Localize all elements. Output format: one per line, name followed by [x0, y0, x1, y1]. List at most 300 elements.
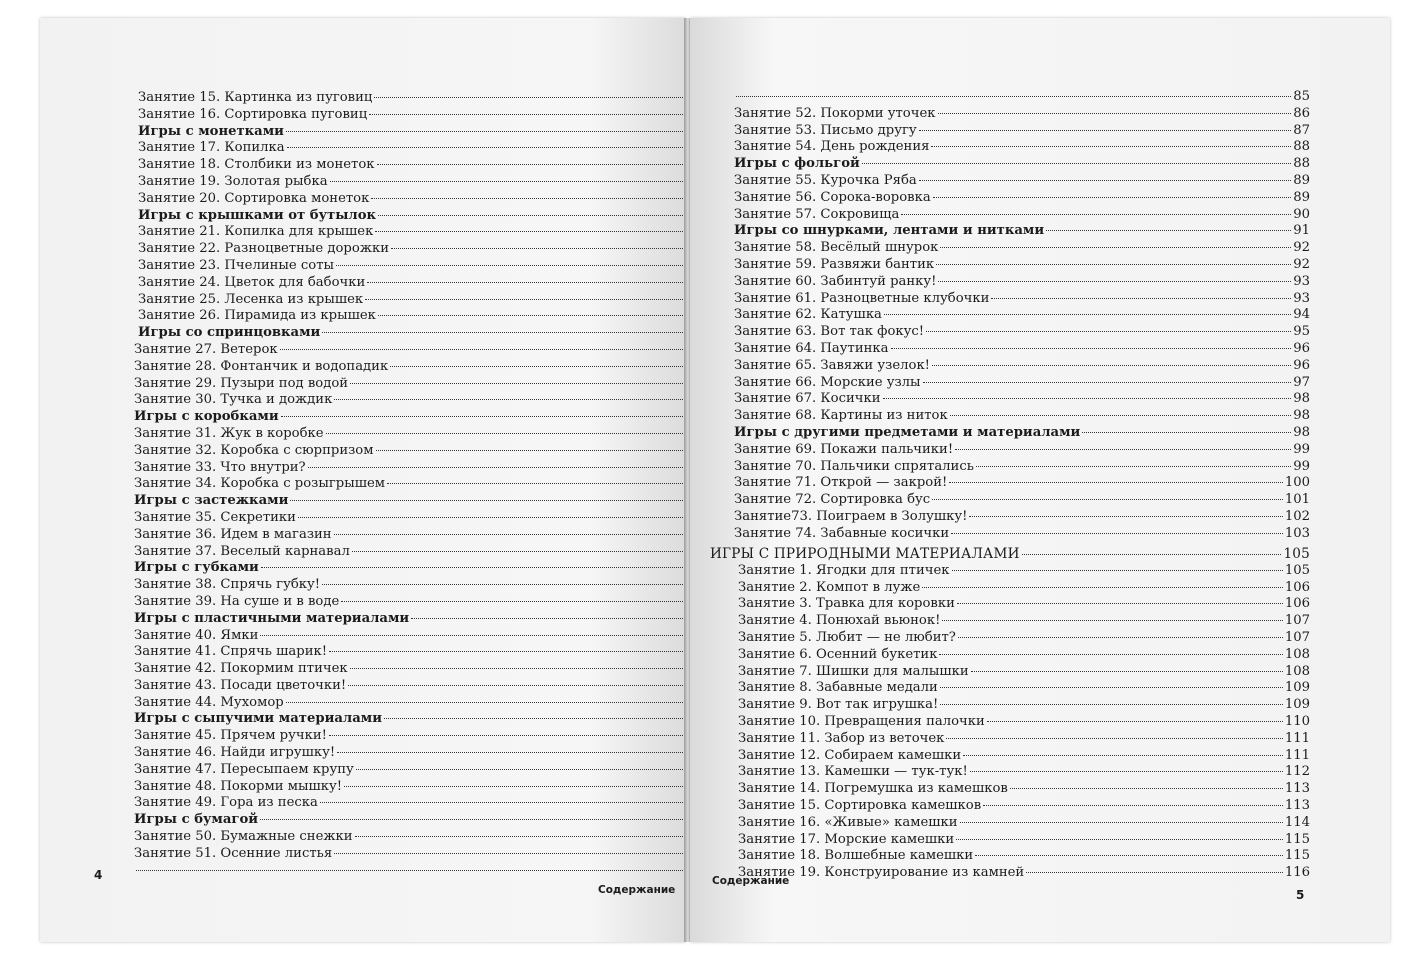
dot-leader: [940, 247, 1291, 248]
dot-leader: [281, 416, 688, 417]
toc-entry-title: Занятие 6. Осенний букетик: [738, 646, 938, 662]
toc-entry-title: Занятие 58. Весёлый шнурок: [734, 240, 939, 256]
toc-entry: [134, 678, 706, 695]
toc-entry: [134, 241, 706, 258]
toc-page-number: 97: [1293, 374, 1310, 390]
toc-entry: [734, 408, 1310, 425]
toc-entry-title: Занятие 37. Веселый карнавал: [134, 543, 350, 559]
dot-leader: [933, 197, 1292, 198]
toc-entry: [734, 240, 1310, 257]
toc-section-entry: [134, 208, 706, 225]
toc-entry: [734, 442, 1310, 459]
dot-leader: [963, 755, 1283, 756]
dot-leader: [334, 399, 687, 400]
toc-entry: [134, 829, 706, 846]
chapter-heading-label: ИГРЫ С ПРИРОДНЫМИ МАТЕРИАЛАМИ: [710, 546, 1020, 562]
dot-leader: [350, 383, 687, 384]
dot-leader: [308, 467, 688, 468]
dot-leader: [987, 721, 1283, 722]
dot-leader: [926, 331, 1291, 332]
toc-entry-title: Занятие 55. Курочка Ряба: [734, 172, 917, 188]
toc-page-number: 96: [1293, 340, 1310, 356]
dot-leader: [260, 819, 687, 820]
toc-entry-title: Занятие 12. Собираем камешки: [738, 747, 962, 763]
toc-section-entry: [734, 425, 1310, 442]
toc-entry: [134, 140, 706, 157]
toc-entry-title: Занятие 24. Цветок для бабочки: [138, 274, 366, 290]
toc-entry-title: Занятие 67. Косички: [734, 391, 881, 407]
toc-entry-title: Занятие 39. На суше и в воде: [134, 593, 340, 609]
toc-page-number: 107: [1284, 613, 1310, 629]
dot-leader: [326, 433, 688, 434]
toc-entry-title: Занятие 62. Катушка: [734, 307, 882, 323]
toc-entry: [710, 714, 1310, 731]
toc-entry: [710, 647, 1310, 664]
toc-entry: [710, 613, 1310, 630]
dot-leader: [919, 180, 1291, 181]
toc-entry-title: Занятие 18. Столбики из монеток: [138, 157, 375, 173]
toc-section-title: Игры со шнурками, лентами и нитками: [734, 223, 1045, 239]
toc-page-number: 87: [1293, 122, 1310, 138]
toc-entry-title: Занятие 74. Забавные косички: [734, 525, 950, 541]
toc-entry: [734, 123, 1310, 140]
dot-leader: [936, 264, 1291, 265]
toc-entry-title: Занятие 7. Шишки для малышки: [738, 663, 969, 679]
toc-page-number: 106: [1284, 579, 1310, 595]
toc-entry: [134, 644, 706, 661]
toc-entry-title: Занятие 2. Компот в луже: [738, 579, 921, 595]
dot-leader: [411, 618, 687, 619]
dot-leader: [329, 735, 687, 736]
toc-entry: [134, 628, 706, 645]
dot-leader: [1046, 230, 1291, 231]
toc-page-number: 109: [1284, 680, 1310, 696]
dot-leader: [261, 567, 687, 568]
toc-entry: [134, 527, 706, 544]
toc-page-number: 88: [1293, 139, 1310, 155]
toc-section-entry: [134, 409, 706, 426]
toc-page-number: 115: [1284, 848, 1310, 864]
toc-entry: [734, 375, 1310, 392]
toc-entry: [710, 630, 1310, 647]
dot-leader: [939, 654, 1282, 655]
toc-entry: [710, 848, 1310, 865]
toc-section-title: Игры с коробками: [134, 409, 279, 425]
dot-leader: [956, 839, 1283, 840]
toc-entry-title: Занятие 34. Коробка с розыгрышем: [134, 476, 386, 492]
toc-entry: [134, 779, 706, 796]
toc-entry-title: Занятие 69. Покажи пальчики!: [734, 441, 954, 457]
toc-entry: [710, 832, 1310, 849]
toc-page-number: 111: [1284, 747, 1310, 763]
dot-leader: [949, 482, 1283, 483]
toc-entry: [734, 358, 1310, 375]
toc-entry: [710, 697, 1310, 714]
toc-entry-title: Занятие 27. Ветерок: [134, 341, 278, 357]
dot-leader: [336, 265, 687, 266]
toc-entry: [134, 728, 706, 745]
toc-page-number: 101: [1284, 492, 1310, 508]
dot-leader: [320, 802, 687, 803]
toc-page-number: 108: [1284, 646, 1310, 662]
dot-leader: [938, 113, 1292, 114]
toc-entry-title: Занятие 57. Сокровища: [734, 206, 900, 222]
toc-entry: [134, 661, 706, 678]
toc-entry: [734, 475, 1310, 492]
toc-page-number: 94: [1293, 307, 1310, 323]
toc-entry: [134, 443, 706, 460]
toc-entry-title: Занятие 72. Сортировка бус: [734, 492, 931, 508]
toc-section-title: Игры с пластичными материалами: [134, 610, 410, 626]
toc-page-number: 85: [1293, 89, 1310, 104]
toc-entry-title: Занятие 13. Камешки — тук-тук!: [738, 764, 968, 780]
dot-leader: [322, 332, 687, 333]
dot-leader: [365, 299, 687, 300]
toc-section-entry: [134, 711, 706, 728]
toc-entry-title: Занятие 15. Сортировка камешков: [738, 797, 982, 813]
toc-entry-title: Занятие 19. Конструирование из камней: [738, 865, 1025, 881]
toc-entry-title: Занятие 5. Любит — не любит?: [738, 629, 956, 645]
dot-leader: [287, 147, 688, 148]
toc-entry-title: Занятие 31. Жук в коробке: [134, 425, 324, 441]
dot-leader: [371, 198, 687, 199]
toc-entry: [134, 359, 706, 376]
toc-section-title: Игры с крышками от бутылок: [138, 207, 377, 223]
toc-page-number: 113: [1284, 797, 1310, 813]
toc-page-number: 111: [1284, 730, 1310, 746]
toc-entry-title: Занятие 23. Пчелиные соты: [138, 257, 335, 273]
toc-entry: [134, 174, 706, 191]
toc-entry-title: Занятие73. Поиграем в Золушку!: [734, 508, 968, 524]
toc-page-number: 93: [1293, 290, 1310, 306]
toc-entry-title: Занятие 1. Ягодки для птичек: [738, 562, 950, 578]
left-toc-list: [134, 90, 706, 879]
dot-leader: [960, 822, 1283, 823]
dot-leader: [958, 637, 1283, 638]
toc-entry: [134, 544, 706, 561]
dot-leader: [940, 687, 1283, 688]
dot-leader: [337, 752, 687, 753]
toc-entry-title: Занятие 8. Забавные медали: [738, 680, 938, 696]
toc-section-title: Игры с сыпучими материалами: [134, 711, 382, 727]
dot-leader: [932, 365, 1291, 366]
toc-entry-title: Занятие 9. Вот так игрушка!: [738, 697, 939, 713]
left-page-number: 4: [94, 868, 103, 882]
toc-page-number: 113: [1284, 781, 1310, 797]
toc-section-entry: [734, 223, 1310, 240]
toc-section-entry: [134, 560, 706, 577]
toc-entry: [134, 846, 706, 863]
toc-page-number: 107: [1284, 629, 1310, 645]
toc-page-number: 93: [1293, 273, 1310, 289]
toc-entry: [734, 106, 1310, 123]
dot-leader: [983, 805, 1283, 806]
dot-leader: [946, 738, 1282, 739]
dot-leader: [286, 131, 687, 132]
dot-leader: [334, 853, 687, 854]
toc-entry: [134, 157, 706, 174]
dot-leader: [377, 164, 688, 165]
toc-entry: [734, 190, 1310, 207]
toc-section-title: Игры с губками: [134, 560, 259, 576]
dot-leader: [951, 533, 1283, 534]
toc-page-number: 109: [1284, 697, 1310, 713]
toc-page-number: 95: [1293, 324, 1310, 340]
toc-entry-title: Занятие 28. Фонтанчик и водопадик: [134, 358, 389, 374]
dot-leader: [932, 499, 1283, 500]
toc-entry-title: Занятие 44. Мухомор: [134, 694, 284, 710]
toc-entry-title: Занятие 16. Сортировка пуговиц: [138, 106, 368, 122]
toc-entry: [134, 224, 706, 241]
dot-leader: [260, 635, 687, 636]
toc-entry: [734, 459, 1310, 476]
toc-page-number: 89: [1293, 172, 1310, 188]
toc-entry-title: Занятие 19. Золотая рыбка: [138, 173, 328, 189]
dot-leader: [334, 534, 688, 535]
toc-entry-title: Занятие 61. Разноцветные клубочки: [734, 290, 990, 306]
toc-entry: [734, 89, 1310, 106]
toc-entry-title: Занятие 68. Картины из ниток: [734, 408, 948, 424]
dot-leader: [901, 214, 1291, 215]
chapter-heading: [710, 546, 1310, 563]
toc-entry: [134, 745, 706, 762]
toc-entry: [710, 664, 1310, 681]
toc-page-number: 96: [1293, 357, 1310, 373]
toc-entry-title: Занятие 63. Вот так фокус!: [734, 324, 925, 340]
dot-leader: [919, 130, 1292, 131]
toc-page-number: 92: [1293, 256, 1310, 272]
toc-entry: [710, 596, 1310, 613]
right-page: [690, 18, 1390, 942]
dot-leader: [991, 298, 1291, 299]
dot-leader: [736, 96, 1291, 97]
toc-entry: [734, 257, 1310, 274]
toc-entry: [134, 577, 706, 594]
dot-leader: [286, 702, 688, 703]
toc-entry: [134, 762, 706, 779]
toc-entry-title: Занятие 15. Картинка из пуговиц: [138, 90, 373, 105]
dot-leader: [955, 449, 1291, 450]
toc-entry: [710, 815, 1310, 832]
toc-entry: [734, 509, 1310, 526]
toc-entry: [134, 292, 706, 309]
toc-entry: [710, 731, 1310, 748]
chapter-heading-page: 105: [1283, 546, 1310, 562]
dot-leader: [384, 718, 687, 719]
dot-leader: [280, 349, 688, 350]
toc-page-number: 98: [1293, 408, 1310, 424]
dot-leader: [341, 601, 687, 602]
toc-entry-title: Занятие 71. Открой — закрой!: [734, 475, 948, 491]
toc-entry-title: Занятие 20. Сортировка монеток: [138, 190, 370, 206]
toc-page-number: 98: [1293, 391, 1310, 407]
toc-entry-title: Занятие 49. Гора из песка: [134, 795, 318, 811]
toc-entry-title: Занятие 32. Коробка с сюрпризом: [134, 442, 374, 458]
toc-entry: [734, 139, 1310, 156]
dot-leader: [970, 771, 1283, 772]
dot-leader: [883, 398, 1292, 399]
toc-page-number: 112: [1284, 764, 1310, 780]
toc-entry: [710, 680, 1310, 697]
toc-entry-title: Занятие 18. Волшебные камешки: [738, 848, 974, 864]
left-running-title: Содержание: [598, 884, 676, 896]
toc-page-number: 86: [1293, 105, 1310, 121]
dot-leader: [1082, 432, 1291, 433]
toc-page-number: 100: [1284, 475, 1310, 491]
toc-entry: [734, 173, 1310, 190]
toc-entry: [134, 90, 706, 107]
dot-leader: [971, 671, 1283, 672]
toc-entry: [734, 341, 1310, 358]
toc-entry-title: Занятие 38. Спрячь губку!: [134, 577, 321, 593]
toc-entry-title: Занятие 47. Пересыпаем крупу: [134, 761, 354, 777]
toc-entry: [134, 695, 706, 712]
dot-leader: [136, 870, 687, 871]
dot-leader: [976, 466, 1291, 467]
toc-entry-title: Занятие 35. Секретики: [134, 509, 296, 525]
toc-entry-title: Занятие 30. Тучка и дождик: [134, 392, 333, 408]
toc-entry-title: Занятие 64. Паутинка: [734, 340, 889, 356]
toc-entry-title: Занятие 45. Прячем ручки!: [134, 728, 327, 744]
toc-section-entry: [134, 493, 706, 510]
toc-entry-title: Занятие 41. Спрячь шарик!: [134, 644, 328, 660]
dot-leader: [957, 603, 1283, 604]
toc-entry: [734, 274, 1310, 291]
toc-entry-title: Занятие 14. Погремушка из камешков: [738, 781, 1008, 797]
toc-section-entry: [134, 325, 706, 342]
toc-entry-title: Занятие 25. Лесенка из крышек: [138, 291, 364, 307]
toc-entry: [710, 798, 1310, 815]
toc-page-number: 90: [1293, 206, 1310, 222]
toc-entry: [710, 764, 1310, 781]
dot-leader: [975, 855, 1283, 856]
toc-page-number: 91: [1293, 223, 1310, 239]
right-chapter-toc-list: [710, 546, 1310, 882]
toc-page-number: 110: [1284, 713, 1310, 729]
toc-entry-title: Занятие 26. Пирамида из крышек: [138, 308, 376, 324]
toc-entry-title: Занятие 17. Копилка: [138, 140, 285, 156]
toc-entry: [734, 324, 1310, 341]
dot-leader: [367, 282, 687, 283]
toc-entry: [134, 275, 706, 292]
toc-entry: [710, 748, 1310, 765]
toc-page-number: 103: [1284, 525, 1310, 541]
dot-leader: [1010, 788, 1283, 789]
dot-leader: [862, 163, 1291, 164]
toc-entry: [734, 526, 1310, 543]
toc-section-entry: [134, 124, 706, 141]
toc-entry: [734, 492, 1310, 509]
toc-page-number: 92: [1293, 240, 1310, 256]
dot-leader: [938, 281, 1291, 282]
dot-leader: [1022, 554, 1282, 555]
dot-leader: [329, 651, 687, 652]
toc-entry-title: Занятие 29. Пузыри под водой: [134, 375, 349, 391]
toc-entry: [134, 191, 706, 208]
toc-entry-title: Занятие 60. Забинтуй ранку!: [734, 273, 937, 289]
right-running-title: Содержание: [712, 875, 790, 887]
toc-page-number: 116: [1284, 865, 1310, 881]
toc-entry-title: Занятие 3. Травка для коровки: [738, 596, 955, 612]
toc-entry-title: Занятие 66. Морские узлы: [734, 374, 921, 390]
toc-page-number: 99: [1293, 441, 1310, 457]
toc-page-number: 106: [1284, 596, 1310, 612]
toc-entry: [734, 391, 1310, 408]
right-page-number: 5: [1296, 888, 1305, 902]
toc-entry-title: Занятие 43. Посади цветочки!: [134, 677, 347, 693]
toc-entry-title: Занятие 33. Что внутри?: [134, 459, 306, 475]
toc-entry-title: Занятие 56. Сорока-воровка: [734, 189, 931, 205]
dot-leader: [376, 450, 688, 451]
toc-entry: [134, 308, 706, 325]
toc-entry: [734, 207, 1310, 224]
dot-leader: [344, 786, 687, 787]
dot-leader: [950, 415, 1291, 416]
toc-section-title: Игры с другими предметами и материалами: [734, 424, 1081, 440]
dot-leader: [374, 97, 687, 98]
dot-leader: [940, 704, 1283, 705]
dot-leader: [391, 248, 687, 249]
toc-entry: [134, 594, 706, 611]
toc-entry-title: Занятие 17. Морские камешки: [738, 831, 955, 847]
toc-entry: [710, 563, 1310, 580]
dot-leader: [350, 668, 688, 669]
toc-section-title: Игры с застежками: [134, 493, 289, 509]
toc-entry: [134, 476, 706, 493]
toc-entry-title: Занятие 11. Забор из веточек: [738, 730, 945, 746]
toc-entry: [134, 460, 706, 477]
dot-leader: [355, 836, 688, 837]
dot-leader: [348, 685, 687, 686]
toc-page-number: 114: [1284, 814, 1310, 830]
toc-entry-title: Занятие 70. Пальчики спрятались: [734, 458, 974, 474]
toc-section-title: Игры с бумагой: [134, 812, 259, 828]
toc-section-title: Игры с фольгой: [734, 156, 860, 172]
toc-entry: [134, 376, 706, 393]
toc-entry-title: Занятие 46. Найди игрушку!: [134, 745, 336, 761]
toc-section-entry: [734, 156, 1310, 173]
toc-entry-title: Занятие 54. День рождения: [734, 139, 930, 155]
toc-entry-title: Занятие 16. «Живые» камешки: [738, 814, 958, 830]
toc-entry: [134, 258, 706, 275]
toc-section-entry: [134, 611, 706, 628]
toc-entry-title: Занятие 36. Идем в магазин: [134, 526, 332, 542]
toc-entry-title: Занятие 10. Превращения палочки: [738, 713, 985, 729]
toc-entry-title: Занятие 53. Письмо другу: [734, 122, 917, 138]
left-page: [40, 18, 686, 942]
dot-leader: [387, 483, 687, 484]
toc-entry: [134, 795, 706, 812]
dot-leader: [290, 500, 687, 501]
toc-entry-title: Занятие 4. Понюхай вьюнок!: [738, 613, 941, 629]
toc-entry: [134, 107, 706, 124]
toc-entry: [710, 781, 1310, 798]
toc-entry: [134, 863, 706, 880]
dot-leader: [369, 114, 687, 115]
dot-leader: [378, 215, 687, 216]
toc-entry-title: Занятие 40. Ямки: [134, 627, 259, 643]
toc-page-number: 98: [1293, 424, 1310, 440]
toc-entry-title: Занятие 52. Покорми уточек: [734, 105, 936, 121]
toc-entry: [734, 291, 1310, 308]
dot-leader: [1026, 872, 1283, 873]
toc-entry-title: Занятие 48. Покорми мышку!: [134, 778, 343, 794]
dot-leader: [891, 348, 1292, 349]
dot-leader: [322, 584, 687, 585]
toc-entry: [710, 580, 1310, 597]
toc-entry-title: Занятие 21. Копилка для крышек: [138, 224, 374, 240]
dot-leader: [356, 769, 687, 770]
